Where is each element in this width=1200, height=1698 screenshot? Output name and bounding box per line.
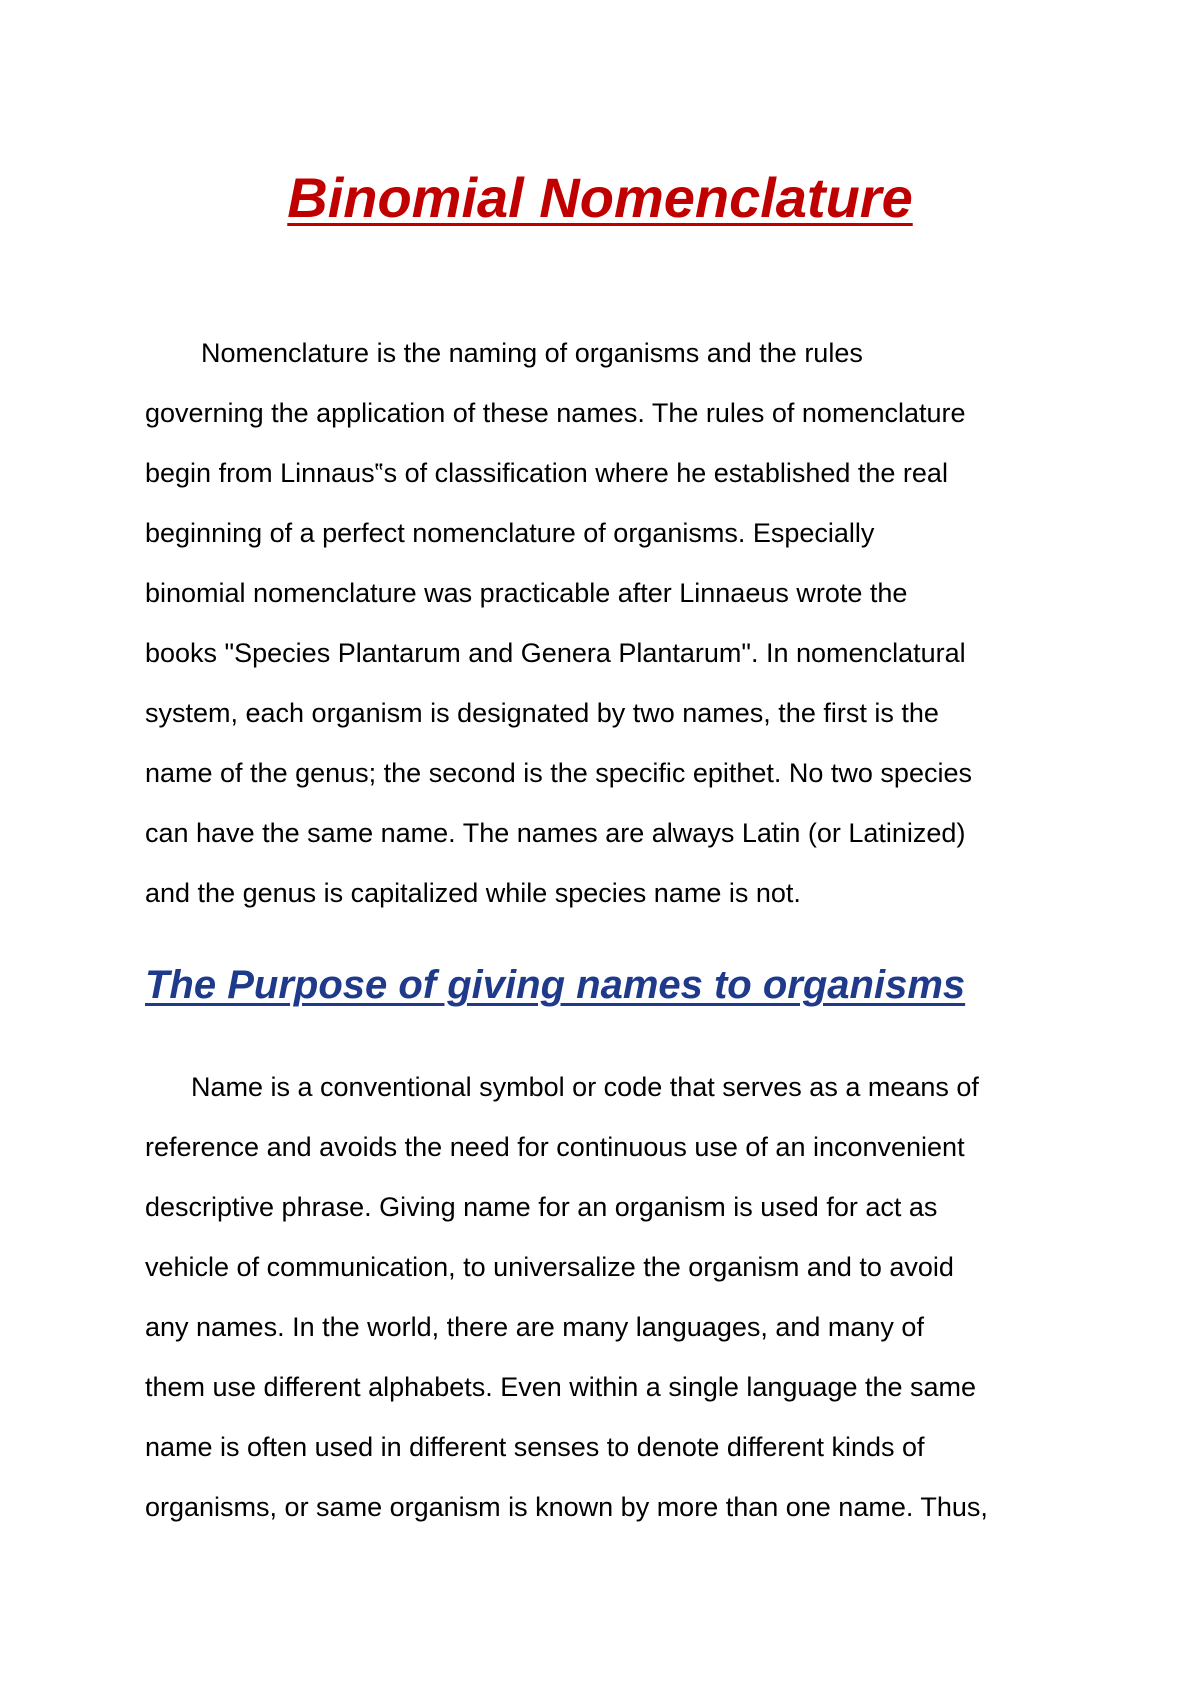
paragraph-line: vehicle of communication, to universalize the organism and to avoid [145,1252,954,1282]
paragraph-line: can have the same name. The names are always Latin (or Latinized) [145,818,966,848]
paragraph-line: books "Species Plantarum and Genera Plantarum". In nomenclatural [145,638,966,668]
paragraph-line: any names. In the world, there are many languages, and many of [145,1312,924,1342]
paragraph-line: descriptive phrase. Giving name for an organism is used for act as [145,1192,938,1222]
paragraph-nomenclature [145,323,972,923]
paragraph-purpose [145,1057,988,1537]
section-heading: The Purpose of giving names to organisms [145,963,966,1007]
paragraph-line: reference and avoids the need for continuous use of an inconvenient [145,1132,965,1162]
paragraph-line: binomial nomenclature was practicable after Linnaeus wrote the [145,578,908,608]
paragraph-line: begin from Linnaus‟s of classification where he established the real [145,458,948,488]
paragraph-line: them use different alphabets. Even within a single language the same [145,1372,977,1402]
paragraph-line: governing the application of these names. The rules of nomenclature [145,398,966,428]
paragraph-line: system, each organism is designated by two names, the first is the [145,698,939,728]
paragraph-line: and the genus is capitalized while species name is not. [145,878,801,908]
document-title: Binomial Nomenclature [287,166,913,229]
paragraph-line: organisms, or same organism is known by more than one name. Thus, [145,1492,988,1522]
paragraph-line: Name is a conventional symbol or code that serves as a means of [191,1072,979,1102]
paragraph-line: beginning of a perfect nomenclature of organisms. Especially [145,518,875,548]
paragraph-line: Nomenclature is the naming of organisms and the rules [201,338,863,368]
paragraph-line: name is often used in different senses to denote different kinds of [145,1432,925,1462]
paragraph-line: name of the genus; the second is the specific epithet. No two species [145,758,972,788]
